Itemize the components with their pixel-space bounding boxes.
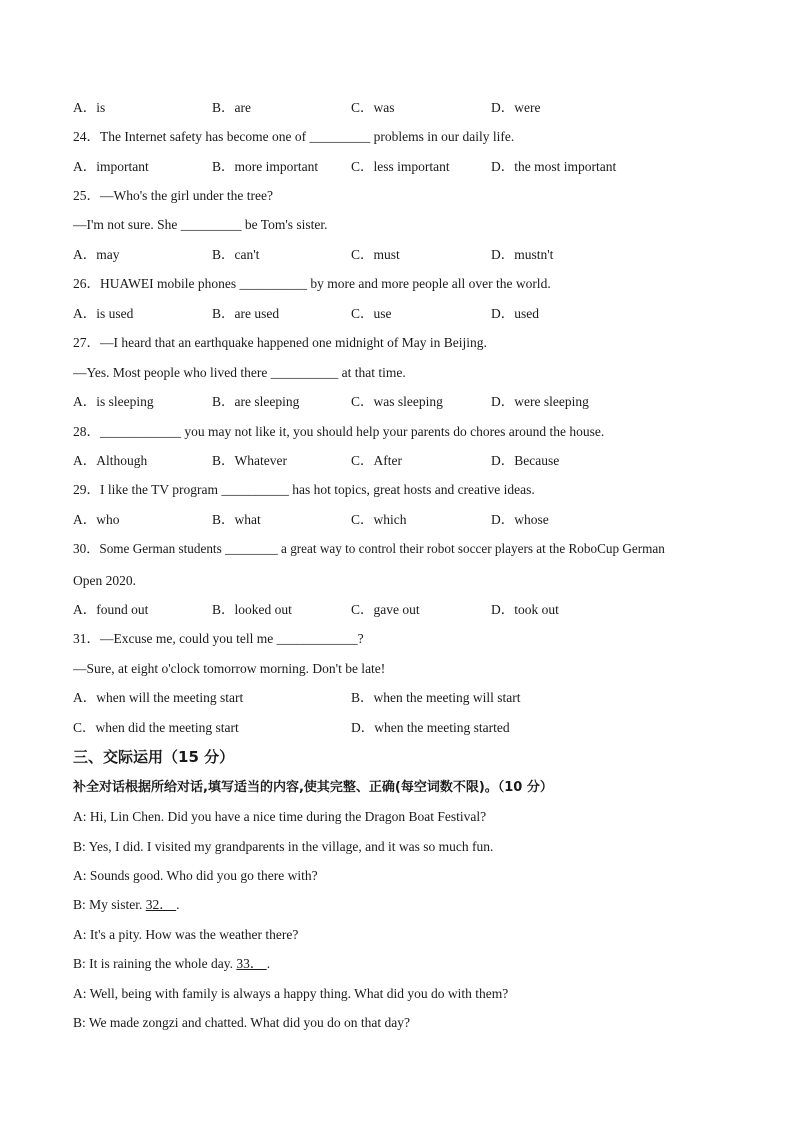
q30-option-a: A．found out: [73, 602, 149, 617]
dialogue-line-8: B: We made zongzi and chatted. What did you do on that day?: [73, 1015, 410, 1030]
q24-stem: 24．The Internet safety has become one of _________ problems in our daily life.: [73, 129, 515, 144]
dialogue-line-4-end: .: [176, 897, 180, 912]
q24-option-c: C．less important: [351, 159, 450, 174]
q30-option-c: C．gave out: [351, 602, 420, 617]
q23-option-b: B．are: [212, 100, 251, 115]
q28-option-d: D．Because: [491, 453, 560, 468]
q31-option-b: B．when the meeting will start: [351, 690, 521, 705]
section-title: 三、交际运用（15 分）: [73, 748, 235, 766]
q30-stem-continued: Open 2020.: [73, 573, 136, 588]
q23-option-d: D．were: [491, 100, 541, 115]
q27-option-b: B．are sleeping: [212, 394, 300, 409]
dialogue-line-6-text: B: It is raining the whole day.: [73, 956, 237, 971]
q25-stem: 25．—Who's the girl under the tree?: [73, 188, 273, 203]
q24-option-d: D．the most important: [491, 159, 617, 174]
q28-option-c: C．After: [351, 453, 402, 468]
q29-option-b: B．what: [212, 512, 261, 527]
q28-stem: 28．____________ you may not like it, you should help your parents do chores around the house.: [73, 424, 605, 439]
q26-option-d: D．used: [491, 306, 539, 321]
q25-option-d: D．mustn't: [491, 247, 554, 262]
q30-option-d: D．took out: [491, 602, 559, 617]
q24-option-b: B．more important: [212, 159, 319, 174]
q27-stem: 27．—I heard that an earthquake happened one midnight of May in Beijing.: [73, 335, 487, 350]
q25-option-c: C．must: [351, 247, 400, 262]
q31-stem: 31．—Excuse me, could you tell me ____________?: [73, 631, 364, 646]
q30-stem: 30．Some German students ________ a great way to control their robot soccer players at the RoboCup German: [73, 541, 665, 556]
q25-option-b: B．can't: [212, 247, 260, 262]
q24-option-a: A．important: [73, 159, 149, 174]
q27-option-d: D．were sleeping: [491, 394, 589, 409]
q31-stem-reply: —Sure, at eight o'clock tomorrow morning. Don't be late!: [73, 661, 386, 676]
q25-stem-reply: —I'm not sure. She _________ be Tom's sister.: [73, 217, 328, 232]
blank-33: 33．: [236, 956, 267, 971]
q26-option-c: C．use: [351, 306, 392, 321]
dialogue-line-1: A: Hi, Lin Chen. Did you have a nice time during the Dragon Boat Festival?: [73, 809, 487, 824]
q27-option-c: C．was sleeping: [351, 394, 443, 409]
dialogue-line-4-text: B: My sister.: [73, 897, 146, 912]
q23-option-c: C．was: [351, 100, 395, 115]
section-instruction: 补全对话根据所给对话,填写适当的内容,使其完整、正确(每空词数不限)。（10 分）: [73, 780, 553, 795]
q26-option-a: A．is used: [73, 306, 134, 321]
q31-option-c: C．when did the meeting start: [73, 720, 239, 735]
blank-32: 32．: [145, 897, 177, 912]
dialogue-line-4: [73, 896, 180, 914]
dialogue-line-6: [73, 955, 270, 973]
q31-option-d: D．when the meeting started: [351, 720, 510, 735]
q28-option-a: A．Although: [73, 453, 148, 468]
q26-option-b: B．are used: [212, 306, 280, 321]
q26-stem: 26．HUAWEI mobile phones __________ by more and more people all over the world.: [73, 276, 551, 291]
q31-option-a: A．when will the meeting start: [73, 690, 244, 705]
q27-stem-reply: —Yes. Most people who lived there __________ at that time.: [73, 365, 406, 380]
dialogue-line-6-end: .: [266, 956, 271, 971]
q29-option-d: D．whose: [491, 512, 549, 527]
q25-option-a: A．may: [73, 247, 120, 262]
dialogue-line-2: B: Yes, I did. I visited my grandparents in the village, and it was so much fun.: [73, 839, 494, 854]
q29-option-a: A．who: [73, 512, 120, 527]
q30-option-b: B．looked out: [212, 602, 292, 617]
q28-option-b: B．Whatever: [212, 453, 287, 468]
q23-option-a: A．is: [73, 100, 106, 115]
dialogue-line-5: A: It's a pity. How was the weather there?: [73, 927, 299, 942]
q29-stem: 29．I like the TV program __________ has hot topics, great hosts and creative ideas.: [73, 482, 535, 497]
q27-option-a: A．is sleeping: [73, 394, 154, 409]
dialogue-line-3: A: Sounds good. Who did you go there with?: [73, 868, 318, 883]
dialogue-line-7: A: Well, being with family is always a happy thing. What did you do with them?: [73, 986, 509, 1001]
q29-option-c: C．which: [351, 512, 407, 527]
